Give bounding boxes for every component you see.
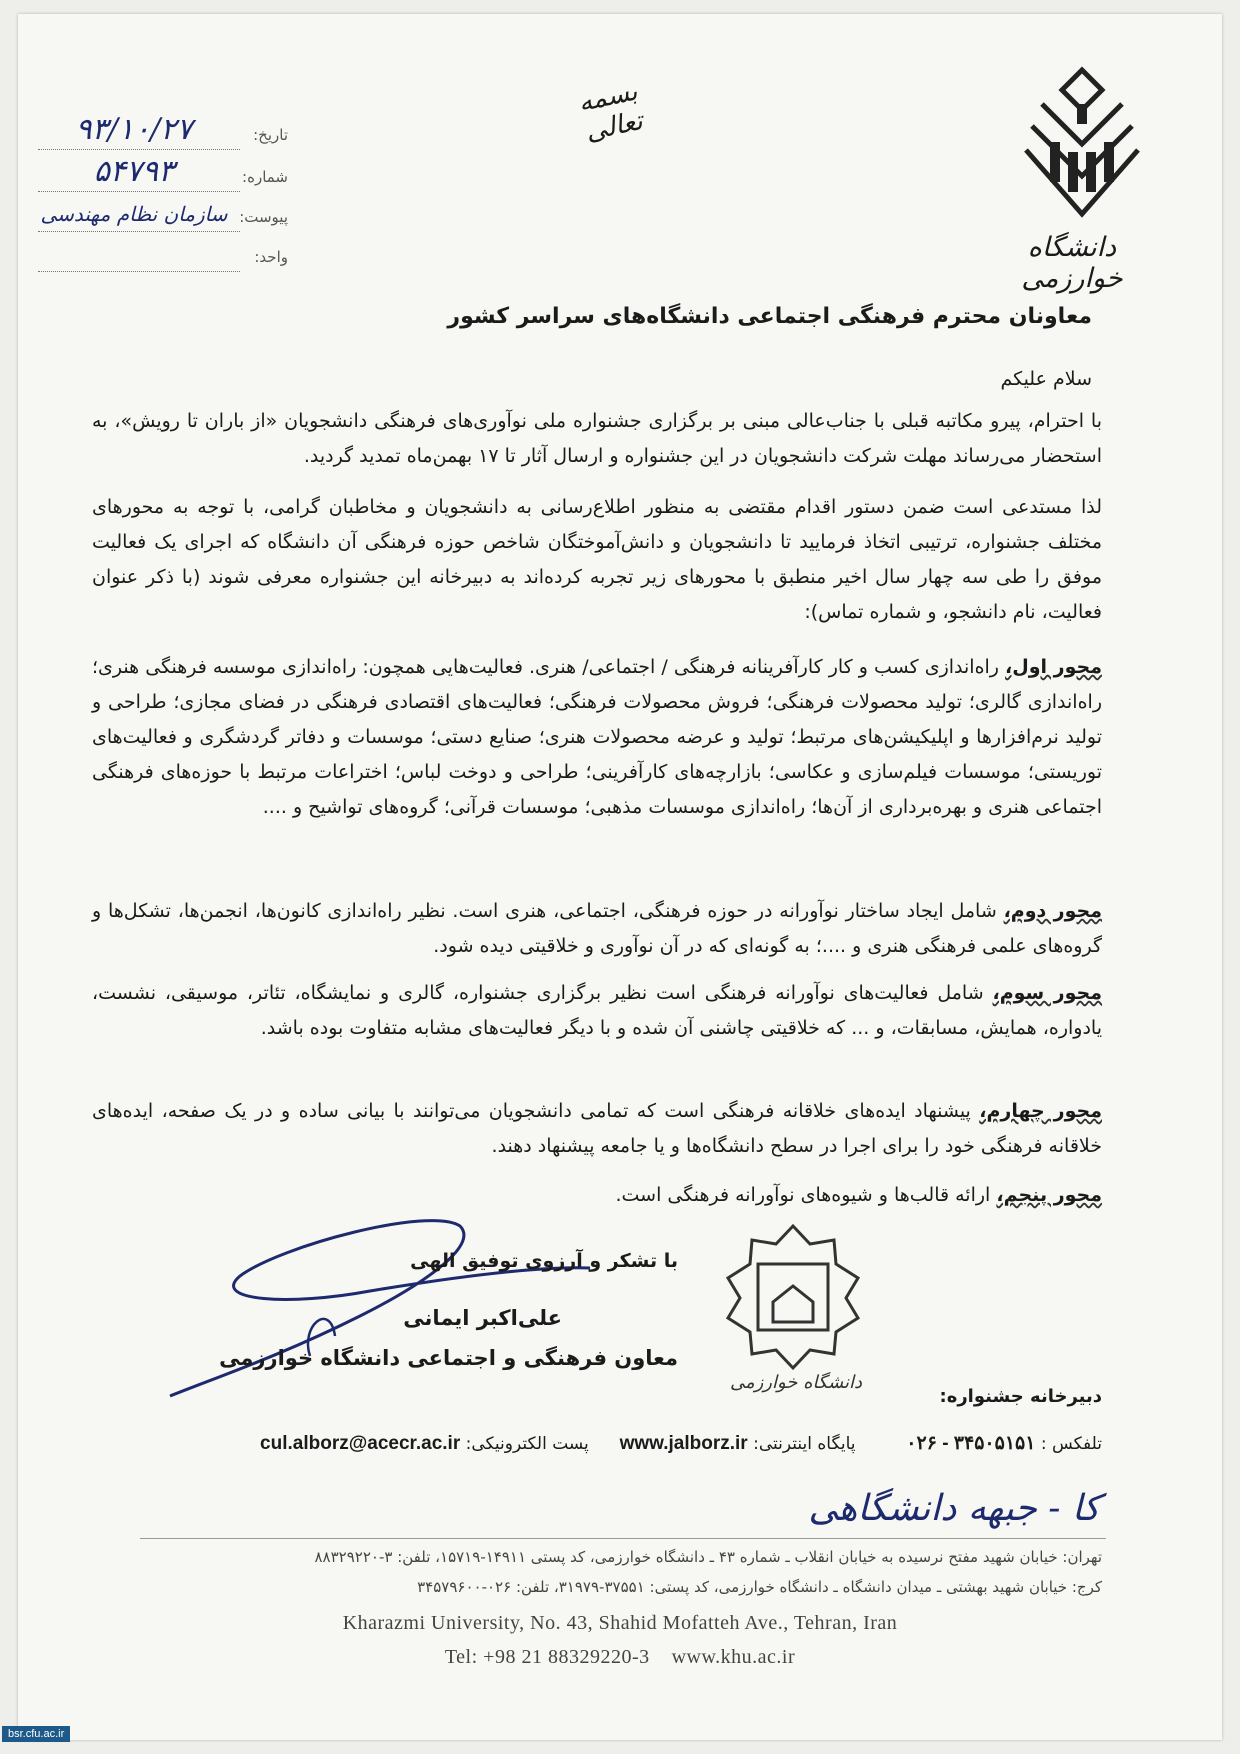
stamp-caption: دانشگاه خوارزمی xyxy=(729,1372,863,1393)
meta-unit-row xyxy=(38,244,288,274)
university-logo xyxy=(1021,64,1142,294)
footer-address-karaj: کرج: خیابان شهید بهشتی ـ میدان دانشگاه ـ دانشگاه خوارزمی، کد پستی: ۳۷۵۵۱-۳۱۹۷۹، تلفن: ۰۲۶-۳۴۵۷۹۶۰۰ xyxy=(417,1578,1102,1596)
number-dotted-line xyxy=(38,191,240,192)
secretariat-heading: دبیرخانه جشنواره: xyxy=(939,1386,1102,1407)
website-link[interactable]: www.jalborz.ir xyxy=(619,1433,748,1454)
date-value: ۹۳/۱۰/۲۷ xyxy=(75,112,193,147)
bismillah-calligraphy xyxy=(556,60,666,160)
email-label: پست الکترونیکی: xyxy=(465,1434,589,1454)
attachment-value: سازمان نظام مهندسی xyxy=(40,202,228,226)
number-label: شماره: xyxy=(242,168,288,186)
axis-1-text: راه‌اندازی کسب و کار کارآفرینانه فرهنگی / اجتماعی/ هنری. فعالیت‌هایی همچون: راه‌اندازی موسسه فرهنگی هنری؛ راه‌اندازی گالری؛ تولید محصولات فرهنگی؛ فروش محصولات فرهنگی؛ فعالیت‌های اقتصادی فرهنگی در فضای مجازی؛ طراحی و تولید نرم‌افزارها و اپلیکیشن‌های مرتبط؛ تولید و عرضه محصولات هنری؛ صنایع دستی؛ موسسات و دفاتر گردشگری و فعالیت‌های توریستی؛ موسسات فیلم‌سازی و عکاسی؛ بازارچه‌های کارآفرینی؛ طراحی و دوخت لباس؛ اختراعات مرتبط با حوزه‌های فرهنگی اجتماعی هنری و بهره‌برداری از آن‌ها؛ راه‌اندازی موسسات مذهبی؛ موسسات قرآنی؛ گروه‌های تواشیح و .... xyxy=(92,656,1102,818)
fax-label: تلفکس : xyxy=(1040,1434,1102,1454)
paragraph-2: لذا مستدعی است ضمن دستور اقدام مقتضی به منظور اطلاع‌رسانی به دانشجویان و مخاطبان گرامی، با توجه به محورهای مختلف جشنواره، ترتیبی اتخاذ فرمایید تا دانشجویان و دانش‌آموختگان شاخص حوزه فرهنگی آن دانشگاه که اجرای یک فعالیت موفق را طی سه چهار سال اخیر منطبق با محورهای زیر تجربه کرده‌اند به دبیرخانه این جشنواره معرفی شوند (با ذکر عنوان فعالیت، نام دانشجو، و شماره تماس): xyxy=(92,496,1102,623)
paragraph-1: با احترام، پیرو مکاتبه قبلی با جناب‌عالی مبنی بر برگزاری جشنواره ملی نوآوری‌های فرهنگی دانشجویان «از باران تا رویش»، به استحضار می‌رساند مهلت شرکت دانشجویان در این جشنواره و ارسال آثار تا ۱۷ بهمن‌ماه تمدید گردید. xyxy=(92,410,1102,467)
axis-3 xyxy=(92,976,1102,1046)
axis-2-title: محور دوم، xyxy=(1003,900,1102,922)
axis-4 xyxy=(92,1094,1102,1164)
unit-label: واحد: xyxy=(254,248,288,266)
handwritten-note: کا - جبهه‌ دانشگاهی xyxy=(808,1488,1100,1529)
number-value: ۵۴۷۹۳ xyxy=(93,154,175,189)
footer-tel-website: Tel: +98 21 88329220-3 www.khu.ac.ir xyxy=(444,1646,796,1668)
watermark: bsr.cfu.ac.ir xyxy=(2,1726,70,1742)
recipient-heading: معاونان محترم فرهنگی اجتماعی دانشگاه‌های سراسر کشور xyxy=(447,304,1092,329)
secretariat-contact-row xyxy=(42,1432,1102,1455)
axis-2 xyxy=(92,894,1102,964)
signer-name: علی‌اکبر ایمانی xyxy=(403,1306,562,1330)
website-label: پایگاه اینترنتی: xyxy=(753,1434,856,1454)
meta-date-row xyxy=(38,112,288,152)
stamp-seal-icon xyxy=(718,1222,868,1372)
official-stamp xyxy=(718,1222,868,1398)
axis-1 xyxy=(92,650,1102,825)
footer-address-english: Kharazmi University, No. 43, Shahid Mofatteh Ave., Tehran, Iran xyxy=(342,1612,898,1634)
footer-divider xyxy=(140,1538,1106,1539)
email-link[interactable]: cul.alborz@acecr.ac.ir xyxy=(260,1433,461,1454)
meta-number-row xyxy=(38,154,288,194)
university-emblem-icon xyxy=(1022,64,1142,224)
axis-5-title: محور پنجم، xyxy=(996,1184,1102,1206)
axis-5-text: ارائه قالب‌ها و شیوه‌های نوآورانه فرهنگی است. xyxy=(615,1184,997,1206)
axis-4-text: پیشنهاد ایده‌های خلاقانه فرهنگی است که تمامی دانشجویان می‌توانند با بیانی ساده و در یک صفحه، ایده‌های خلاقانه فرهنگی خود را برای اجرا در سطح دانشگاه‌ها و یا جامعه پیشنهاد دهند. xyxy=(92,1100,1102,1157)
footer-address-tehran: تهران: خیابان شهید مفتح نرسیده به خیابان انقلاب ـ شماره ۴۳ ـ دانشگاه خوارزمی، کد پستی ۱۴۹۱۱-۱۵۷۱۹، تلفن: ۳-۸۸۳۲۹۲۲۰ xyxy=(314,1548,1102,1566)
signer-title: معاون فرهنگی و اجتماعی دانشگاه خوارزمی xyxy=(219,1346,678,1370)
fax-value: ۰۲۶ - ۳۴۵۰۵۱۵۱ xyxy=(906,1433,1036,1454)
date-label: تاریخ: xyxy=(253,126,288,144)
axis-1-title: محور اول، xyxy=(1005,656,1102,678)
meta-attachment-row xyxy=(38,204,288,234)
attachment-label: پیوست: xyxy=(239,208,288,226)
axis-3-title: محور سوم، xyxy=(992,982,1102,1004)
closing-line: با تشکر و آرزوی توفیق الهی xyxy=(410,1250,678,1272)
bismillah-text: بسمه تعالی xyxy=(575,76,646,148)
greeting: سلام علیکم xyxy=(1000,368,1092,390)
date-dotted-line xyxy=(38,149,240,150)
university-name: دانشگاه خوارزمی xyxy=(1021,232,1123,294)
axis-4-title: محور چهارم، xyxy=(979,1100,1102,1122)
axis-3-text: شامل فعالیت‌های نوآورانه فرهنگی است نظیر برگزاری جشنواره، گالری و نمایشگاه، تئاتر، موسیقی، نشست، یادواره، همایش، مسابقات، و ... که خلاقیتی چاشنی آن شده و با دیگر فعالیت‌های مشابه متفاوت بوده باشد. xyxy=(92,982,1102,1039)
unit-dotted-line xyxy=(38,271,240,272)
attachment-dotted-line xyxy=(38,231,240,232)
axis-2-text: شامل ایجاد ساختار نوآورانه در حوزه فرهنگی، اجتماعی، هنری است. نظیر راه‌اندازی کانون‌ها، انجمن‌ها، تشکل‌ها و گروه‌های علمی فرهنگی هنری و ....؛ به گونه‌ای که در آن نوآوری و خلاقیتی دیده شود. xyxy=(92,900,1102,957)
